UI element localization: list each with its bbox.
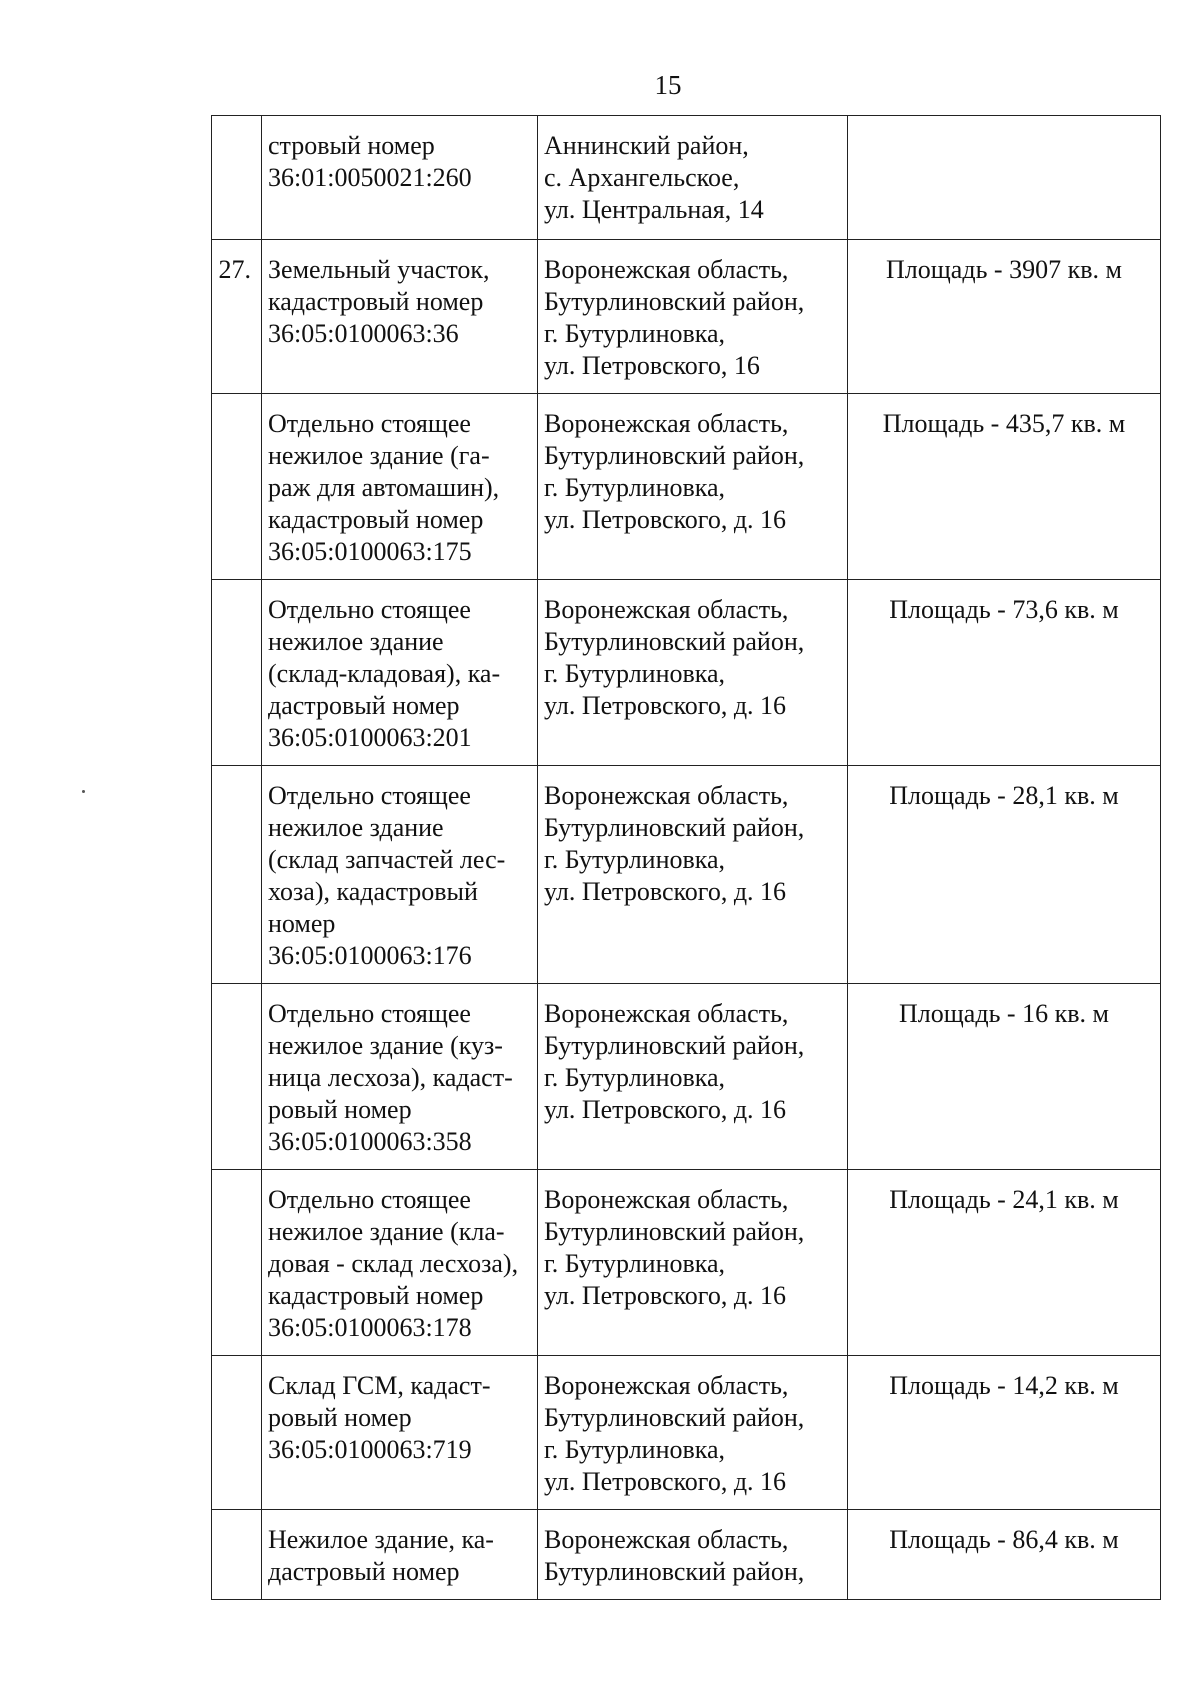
table-row <box>212 1510 1161 1600</box>
row-number <box>212 116 262 240</box>
property-address: Воронежская область, Бутурлиновский район, г. Бутурлиновка, ул. Петровского, д. 16 <box>538 394 848 580</box>
table-row <box>212 116 1161 240</box>
row-number <box>212 394 262 580</box>
property-name: Отдельно стоящее нежилое здание (куз- ница лесхоза), кадаст- ровый номер 36:05:0100063:358 <box>262 984 538 1170</box>
property-area: Площадь - 73,6 кв. м <box>848 580 1161 766</box>
property-address: Воронежская область, Бутурлиновский район, г. Бутурлиновка, ул. Петровского, д. 16 <box>538 580 848 766</box>
table-row <box>212 1170 1161 1356</box>
property-address: Воронежская область, Бутурлиновский район, г. Бутурлиновка, ул. Петровского, 16 <box>538 240 848 394</box>
table-row <box>212 1356 1161 1510</box>
property-name: Склад ГСМ, кадаст- ровый номер 36:05:0100063:719 <box>262 1356 538 1510</box>
property-name: Земельный участок, кадастровый номер 36:05:0100063:36 <box>262 240 538 394</box>
property-area: Площадь - 86,4 кв. м <box>848 1510 1161 1600</box>
row-number <box>212 766 262 984</box>
property-area: Площадь - 28,1 кв. м <box>848 766 1161 984</box>
table-row <box>212 766 1161 984</box>
table-row <box>212 984 1161 1170</box>
property-area: Площадь - 24,1 кв. м <box>848 1170 1161 1356</box>
property-name: Отдельно стоящее нежилое здание (кла- довая - склад лесхоза), кадастровый номер 36:05:0100063:178 <box>262 1170 538 1356</box>
row-number <box>212 1356 262 1510</box>
property-area: Площадь - 16 кв. м <box>848 984 1161 1170</box>
property-address: Воронежская область, Бутурлиновский район, г. Бутурлиновка, ул. Петровского, д. 16 <box>538 1356 848 1510</box>
property-address: Воронежская область, Бутурлиновский район, <box>538 1510 848 1600</box>
property-name: Отдельно стоящее нежилое здание (га- раж для автомашин), кадастровый номер 36:05:0100063:175 <box>262 394 538 580</box>
row-number: 27. <box>212 240 262 394</box>
property-name: Отдельно стоящее нежилое здание (склад-кладовая), ка- дастровый номер 36:05:0100063:201 <box>262 580 538 766</box>
table-row <box>212 240 1161 394</box>
row-number <box>212 580 262 766</box>
property-name: Нежилое здание, ка- дастровый номер <box>262 1510 538 1600</box>
row-number <box>212 1170 262 1356</box>
row-number <box>212 984 262 1170</box>
property-address: Аннинский район, с. Архангельское, ул. Центральная, 14 <box>538 116 848 240</box>
property-name: стровый номер 36:01:0050021:260 <box>262 116 538 240</box>
property-address: Воронежская область, Бутурлиновский район, г. Бутурлиновка, ул. Петровского, д. 16 <box>538 984 848 1170</box>
table-row <box>212 580 1161 766</box>
property-area: Площадь - 435,7 кв. м <box>848 394 1161 580</box>
page-number: 15 <box>654 70 682 100</box>
property-address: Воронежская область, Бутурлиновский район, г. Бутурлиновка, ул. Петровского, д. 16 <box>538 1170 848 1356</box>
property-area: Площадь - 3907 кв. м <box>848 240 1161 394</box>
scan-speck <box>82 790 85 793</box>
property-table <box>211 115 1161 1600</box>
property-area <box>848 116 1161 240</box>
property-address: Воронежская область, Бутурлиновский район, г. Бутурлиновка, ул. Петровского, д. 16 <box>538 766 848 984</box>
row-number <box>212 1510 262 1600</box>
property-name: Отдельно стоящее нежилое здание (склад запчастей лес- хоза), кадастровый номер 36:05:0100063:176 <box>262 766 538 984</box>
property-area: Площадь - 14,2 кв. м <box>848 1356 1161 1510</box>
table-row <box>212 394 1161 580</box>
